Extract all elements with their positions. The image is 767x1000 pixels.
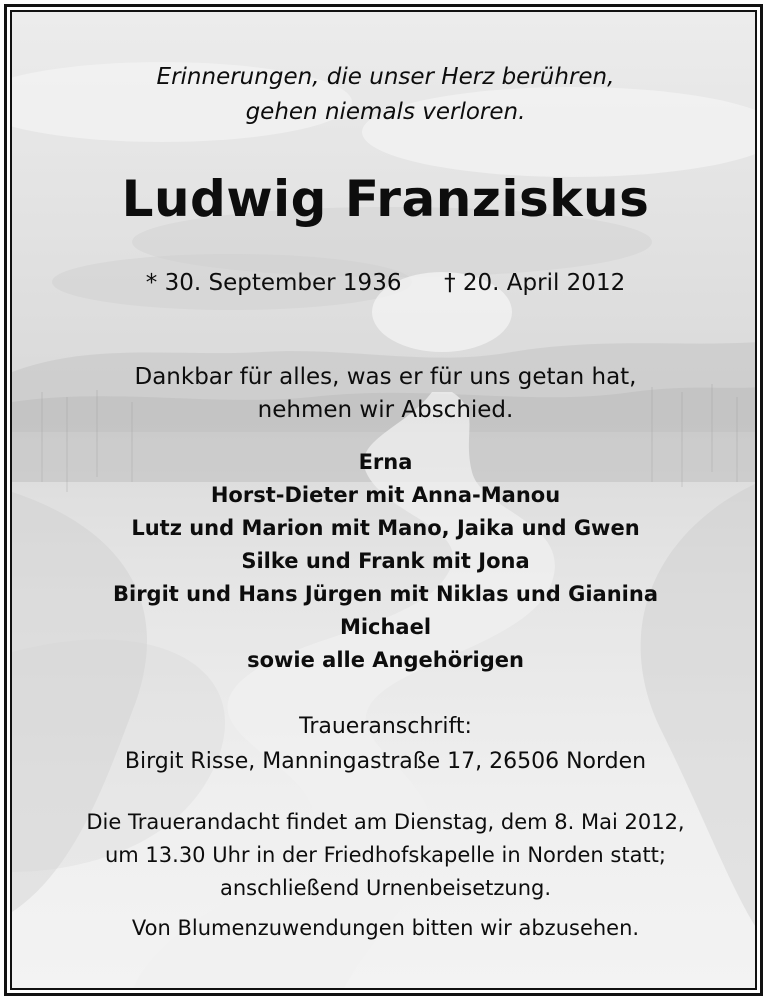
family-member: Silke und Frank mit Jona	[241, 549, 530, 573]
birth-date: * 30. September 1936	[145, 270, 402, 296]
obituary-notice	[10, 10, 757, 990]
life-dates	[12, 270, 757, 296]
flowers-note: Von Blumenzuwendungen bitten wir abzusehen.	[131, 916, 640, 940]
thanks-line-1: Dankbar für alles, was er für uns getan hat,	[134, 364, 637, 390]
family-member: Lutz und Marion mit Mano, Jaika und Gwen	[131, 516, 640, 540]
deceased-name: Ludwig Franziskus	[121, 170, 650, 228]
service-line-2: um 13.30 Uhr in der Friedhofskapelle in Norden statt;	[104, 843, 666, 867]
service-line-1: Die Trauerandacht findet am Dienstag, dem 8. Mai 2012,	[86, 810, 685, 834]
cross-icon: †	[444, 270, 456, 296]
address-label: Traueranschrift:	[299, 714, 472, 739]
motto-line-2: gehen niemals verloren.	[245, 99, 526, 125]
service-line-3: anschließend Urnenbeisetzung.	[219, 876, 552, 900]
address-value: Birgit Risse, Manningastraße 17, 26506 Norden	[124, 749, 647, 774]
family-member: Michael	[339, 615, 432, 639]
thanks-line-2: nehmen wir Abschied.	[257, 397, 514, 423]
death-date: 20. April 2012	[462, 270, 626, 296]
family-member: Erna	[358, 450, 413, 474]
motto-line-1: Erinnerungen, die unser Herz berühren,	[156, 64, 615, 90]
family-member: Horst-Dieter mit Anna-Manou	[210, 483, 561, 507]
family-member: sowie alle Angehörigen	[247, 648, 524, 672]
family-member: Birgit und Hans Jürgen mit Niklas und Gianina	[112, 582, 658, 606]
